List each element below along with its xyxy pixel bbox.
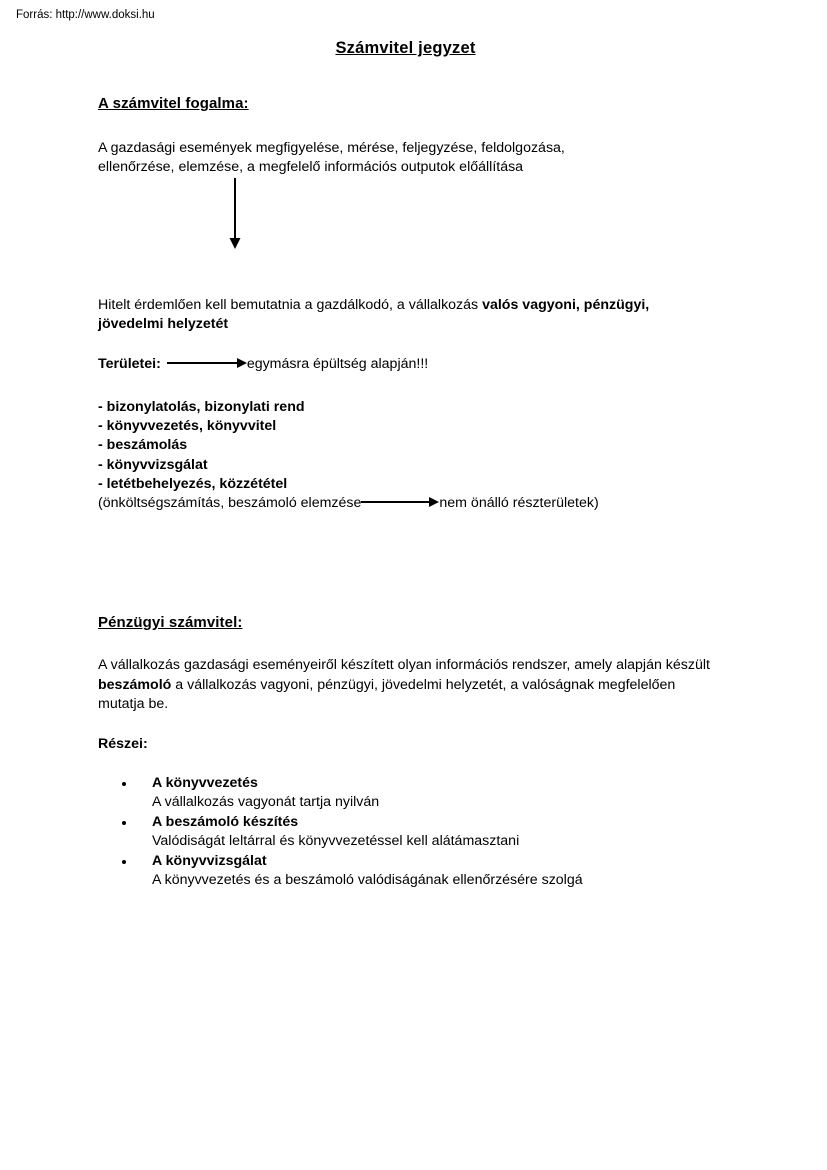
bullet-description: A vállalkozás vagyonát tartja nyilván xyxy=(152,794,380,811)
bullet-title: A könyvvezetés xyxy=(152,775,258,792)
parts-bullet-list xyxy=(98,774,713,890)
list-item xyxy=(98,774,713,813)
footnote-prefix: (önköltségszámítás, beszámoló elemzése xyxy=(98,495,362,512)
definition-line-1: A gazdasági események megfigyelése, mérése, feljegyzése, feldolgozása, xyxy=(98,140,565,156)
statement-bold-text: valós vagyoni, pénzügyi, jövedelmi helyzetét xyxy=(98,296,650,333)
areas-note: egymásra épültség alapján!!! xyxy=(246,355,429,372)
bullet-dot-icon xyxy=(122,860,126,864)
bullet-description: Valódiságát leltárral és könyvvezetéssel kell alátámasztani xyxy=(152,833,520,850)
areas-label: Területei: xyxy=(98,355,161,372)
section-heading-fogalma: A számvitel fogalma: xyxy=(98,95,249,112)
statement-normal-text: Hitelt érdemlően kell bemutatnia a gazdálkodó, a vállalkozás xyxy=(98,296,483,313)
list-item: - könyvvizsgálat xyxy=(98,456,208,473)
description-bold: beszámoló xyxy=(98,676,172,693)
bullet-title: A könyvvizsgálat xyxy=(152,852,267,869)
definition-paragraph xyxy=(98,139,713,178)
definition-line-2: ellenőrzése, elemzése, a megfelelő információs outputok előállítása xyxy=(98,159,524,176)
areas-footnote-row xyxy=(98,494,713,513)
arrow-right-icon xyxy=(361,497,439,507)
list-item: - letétbehelyezés, közzététel xyxy=(98,475,288,492)
section-heading-penzugyi: Pénzügyi számvitel: xyxy=(98,614,243,632)
description-part-1: A vállalkozás gazdasági eseményeiről készített olyan információs rendszer, amely alapján készült xyxy=(98,657,710,674)
statement-paragraph xyxy=(98,296,713,335)
list-item: - könyvvezetés, könyvvitel xyxy=(98,418,277,435)
areas-list xyxy=(98,398,713,494)
bullet-dot-icon xyxy=(122,782,126,786)
list-item xyxy=(98,813,713,852)
page-title: Számvitel jegyzet xyxy=(335,39,476,57)
document-content xyxy=(98,38,713,891)
source-watermark: Forrás: http://www.doksi.hu xyxy=(16,9,155,21)
list-item xyxy=(98,852,713,891)
parts-label: Részei: xyxy=(98,735,148,752)
bullet-dot-icon xyxy=(122,821,126,825)
description-part-2: a vállalkozás vagyoni, pénzügyi, jövedelmi helyzetét, a valóságnak megfelelően mutatja be. xyxy=(98,676,676,713)
areas-label-row xyxy=(98,355,713,374)
arrow-right-icon xyxy=(167,358,247,368)
footnote-suffix: nem önálló részterületek) xyxy=(439,495,599,512)
bullet-description: A könyvvezetés és a beszámoló valódiságának ellenőrzésére szolgá xyxy=(152,872,583,889)
list-item: - beszámolás xyxy=(98,437,188,454)
bullet-title: A beszámoló készítés xyxy=(152,813,299,830)
penzugyi-description xyxy=(98,656,713,714)
list-item: - bizonylatolás, bizonylati rend xyxy=(98,399,305,416)
